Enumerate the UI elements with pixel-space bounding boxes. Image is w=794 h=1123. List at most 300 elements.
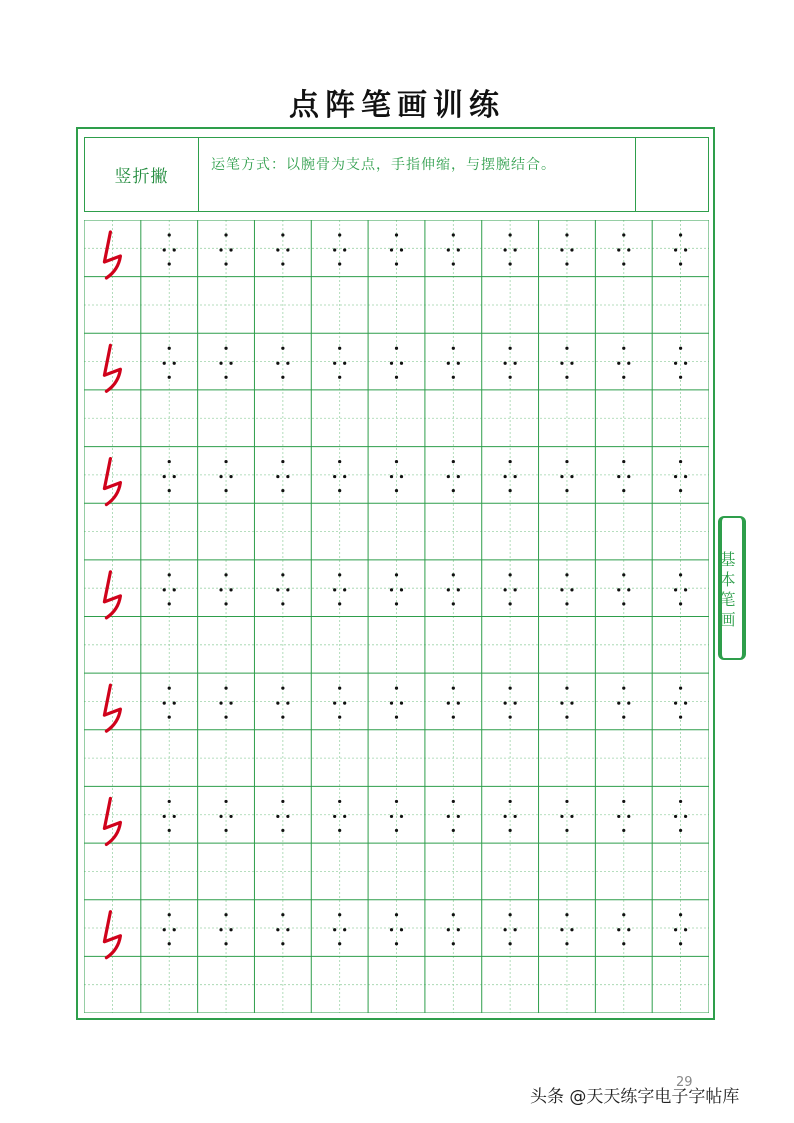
trace-dot [509, 489, 512, 492]
dot-trace-pattern [560, 347, 573, 379]
trace-dot [281, 913, 284, 916]
trace-dot [565, 262, 568, 265]
trace-dot [395, 376, 398, 379]
trace-dot [684, 588, 687, 591]
practice-grid [84, 220, 709, 1013]
trace-dot [570, 928, 573, 931]
trace-dot [281, 602, 284, 605]
trace-dot [674, 588, 677, 591]
trace-dot [679, 376, 682, 379]
trace-dot [509, 716, 512, 719]
trace-dot [390, 815, 393, 818]
trace-dot [286, 702, 289, 705]
trace-dot [400, 475, 403, 478]
trace-dot [281, 376, 284, 379]
trace-dot [224, 460, 227, 463]
trace-dot [684, 362, 687, 365]
trace-dot [622, 460, 625, 463]
trace-dot [333, 475, 336, 478]
trace-dot [168, 376, 171, 379]
trace-dot [168, 800, 171, 803]
trace-dot [390, 248, 393, 251]
trace-dot [457, 928, 460, 931]
trace-dot [395, 716, 398, 719]
trace-dot [390, 702, 393, 705]
trace-dot [565, 489, 568, 492]
trace-dot [219, 815, 222, 818]
trace-dot [457, 702, 460, 705]
trace-dot [276, 815, 279, 818]
trace-dot [622, 376, 625, 379]
trace-dot [514, 928, 517, 931]
trace-dot [338, 602, 341, 605]
trace-dot [390, 475, 393, 478]
trace-dot [452, 913, 455, 916]
trace-dot [509, 376, 512, 379]
trace-dot [509, 800, 512, 803]
trace-dot [276, 928, 279, 931]
trace-dot [504, 475, 507, 478]
trace-dot [622, 347, 625, 350]
trace-dot [219, 248, 222, 251]
watermark: 头条 @天天练字电子字帖库 [530, 1087, 740, 1107]
trace-dot [679, 800, 682, 803]
trace-dot [570, 588, 573, 591]
trace-dot [343, 362, 346, 365]
trace-dot [565, 573, 568, 576]
trace-dot [447, 815, 450, 818]
trace-dot [565, 913, 568, 916]
trace-dot [333, 248, 336, 251]
trace-dot [452, 460, 455, 463]
trace-dot [560, 928, 563, 931]
trace-dot [390, 588, 393, 591]
trace-dot [674, 362, 677, 365]
trace-dot [224, 913, 227, 916]
trace-dot [168, 233, 171, 236]
trace-dot [452, 942, 455, 945]
trace-dot [457, 475, 460, 478]
trace-dot [617, 248, 620, 251]
trace-dot [281, 262, 284, 265]
dot-trace-pattern [674, 347, 687, 379]
trace-dot [674, 702, 677, 705]
trace-dot [163, 928, 166, 931]
trace-dot [281, 942, 284, 945]
trace-dot [679, 347, 682, 350]
trace-dot [163, 588, 166, 591]
trace-dot [514, 475, 517, 478]
trace-dot [622, 262, 625, 265]
trace-dot [457, 362, 460, 365]
trace-dot [395, 460, 398, 463]
trace-dot [173, 475, 176, 478]
trace-dot [286, 588, 289, 591]
trace-dot [509, 573, 512, 576]
trace-dot [343, 928, 346, 931]
trace-dot [617, 588, 620, 591]
trace-dot [674, 928, 677, 931]
trace-dot [514, 702, 517, 705]
trace-dot [173, 248, 176, 251]
trace-dot [224, 716, 227, 719]
trace-dot [679, 602, 682, 605]
trace-dot [617, 815, 620, 818]
trace-dot [224, 262, 227, 265]
trace-dot [224, 942, 227, 945]
trace-dot [509, 829, 512, 832]
trace-dot [395, 913, 398, 916]
trace-dot [281, 233, 284, 236]
trace-dot [622, 829, 625, 832]
trace-dot [565, 376, 568, 379]
trace-dot [622, 913, 625, 916]
dot-trace-pattern [163, 347, 176, 379]
trace-dot [219, 475, 222, 478]
trace-dot [684, 702, 687, 705]
trace-dot [565, 460, 568, 463]
trace-dot [229, 928, 232, 931]
trace-dot [400, 815, 403, 818]
trace-dot [400, 702, 403, 705]
trace-dot [447, 588, 450, 591]
trace-dot [395, 800, 398, 803]
trace-dot [229, 702, 232, 705]
trace-dot [224, 602, 227, 605]
trace-dot [447, 248, 450, 251]
trace-dot [617, 475, 620, 478]
trace-dot [168, 460, 171, 463]
trace-dot [452, 573, 455, 576]
trace-dot [400, 588, 403, 591]
stroke-name-label: 竖折撇 [85, 138, 199, 211]
trace-dot [622, 233, 625, 236]
trace-dot [286, 475, 289, 478]
trace-dot [173, 588, 176, 591]
trace-dot [276, 588, 279, 591]
trace-dot [679, 489, 682, 492]
trace-dot [229, 362, 232, 365]
trace-dot [447, 928, 450, 931]
trace-dot [343, 248, 346, 251]
trace-dot [224, 800, 227, 803]
trace-dot [674, 475, 677, 478]
trace-dot [224, 687, 227, 690]
trace-dot [276, 362, 279, 365]
dot-trace-pattern [333, 347, 346, 379]
trace-dot [395, 233, 398, 236]
trace-dot [338, 262, 341, 265]
trace-dot [281, 716, 284, 719]
trace-dot [674, 248, 677, 251]
trace-dot [509, 233, 512, 236]
trace-dot [565, 347, 568, 350]
trace-dot [627, 928, 630, 931]
trace-dot [333, 588, 336, 591]
trace-dot [504, 248, 507, 251]
trace-dot [224, 347, 227, 350]
trace-dot [163, 702, 166, 705]
trace-dot [338, 376, 341, 379]
trace-dot [679, 913, 682, 916]
trace-dot [281, 687, 284, 690]
trace-dot [338, 489, 341, 492]
trace-dot [622, 800, 625, 803]
trace-dot [168, 687, 171, 690]
header-divider [635, 138, 636, 211]
trace-dot [400, 928, 403, 931]
trace-dot [457, 815, 460, 818]
trace-dot [168, 573, 171, 576]
trace-dot [684, 928, 687, 931]
dot-trace-pattern [447, 347, 460, 379]
trace-dot [168, 913, 171, 916]
trace-dot [168, 942, 171, 945]
trace-dot [452, 800, 455, 803]
trace-dot [509, 687, 512, 690]
trace-dot [395, 687, 398, 690]
trace-dot [679, 573, 682, 576]
trace-dot [390, 928, 393, 931]
trace-dot [286, 815, 289, 818]
trace-dot [219, 362, 222, 365]
trace-dot [509, 460, 512, 463]
trace-dot [390, 362, 393, 365]
trace-dot [504, 815, 507, 818]
trace-dot [560, 815, 563, 818]
trace-dot [565, 602, 568, 605]
trace-dot [224, 829, 227, 832]
trace-dot [173, 362, 176, 365]
trace-dot [570, 702, 573, 705]
trace-dot [560, 362, 563, 365]
trace-dot [395, 489, 398, 492]
trace-dot [333, 702, 336, 705]
trace-dot [570, 248, 573, 251]
practice-grid-svg [84, 220, 709, 1013]
trace-dot [343, 588, 346, 591]
trace-dot [168, 347, 171, 350]
trace-dot [338, 800, 341, 803]
trace-dot [229, 475, 232, 478]
trace-dot [163, 475, 166, 478]
trace-dot [163, 362, 166, 365]
trace-dot [679, 829, 682, 832]
trace-dot [281, 573, 284, 576]
trace-dot [509, 913, 512, 916]
trace-dot [509, 262, 512, 265]
trace-dot [229, 248, 232, 251]
trace-dot [684, 815, 687, 818]
trace-dot [338, 573, 341, 576]
trace-dot [452, 829, 455, 832]
trace-dot [447, 362, 450, 365]
trace-dot [679, 262, 682, 265]
trace-dot [514, 248, 517, 251]
trace-dot [276, 475, 279, 478]
trace-dot [219, 588, 222, 591]
trace-dot [219, 702, 222, 705]
trace-dot [627, 702, 630, 705]
trace-dot [679, 687, 682, 690]
trace-dot [509, 942, 512, 945]
trace-dot [504, 928, 507, 931]
trace-dot [504, 588, 507, 591]
trace-dot [168, 829, 171, 832]
trace-dot [570, 815, 573, 818]
side-tab [718, 516, 746, 660]
trace-dot [622, 573, 625, 576]
trace-dot [281, 800, 284, 803]
page-number: 29 [676, 1075, 693, 1090]
trace-dot [224, 573, 227, 576]
trace-dot [395, 262, 398, 265]
trace-dot [627, 475, 630, 478]
trace-dot [514, 815, 517, 818]
trace-dot [565, 687, 568, 690]
trace-dot [457, 588, 460, 591]
trace-dot [447, 702, 450, 705]
trace-dot [395, 573, 398, 576]
trace-dot [400, 248, 403, 251]
trace-dot [343, 702, 346, 705]
trace-dot [452, 233, 455, 236]
trace-dot [338, 716, 341, 719]
trace-dot [168, 716, 171, 719]
trace-dot [617, 702, 620, 705]
trace-dot [338, 913, 341, 916]
trace-dot [452, 489, 455, 492]
trace-dot [514, 362, 517, 365]
trace-dot [622, 942, 625, 945]
dot-trace-pattern [219, 347, 232, 379]
trace-dot [679, 942, 682, 945]
trace-dot [338, 942, 341, 945]
trace-dot [627, 815, 630, 818]
dot-trace-pattern [390, 347, 403, 379]
trace-dot [565, 942, 568, 945]
trace-dot [281, 347, 284, 350]
page-title: 点阵笔画训练 [289, 88, 505, 123]
dot-trace-pattern [617, 347, 630, 379]
trace-dot [286, 362, 289, 365]
trace-dot [447, 475, 450, 478]
trace-dot [168, 489, 171, 492]
trace-dot [679, 233, 682, 236]
trace-dot [173, 702, 176, 705]
example-stroke-glyph [104, 572, 120, 618]
trace-dot [173, 928, 176, 931]
trace-dot [338, 347, 341, 350]
side-tab-label: 基本笔画 [717, 551, 736, 631]
trace-dot [684, 248, 687, 251]
trace-dot [276, 702, 279, 705]
trace-dot [617, 362, 620, 365]
trace-dot [622, 489, 625, 492]
trace-dot [509, 602, 512, 605]
trace-dot [565, 716, 568, 719]
trace-dot [457, 248, 460, 251]
trace-dot [452, 347, 455, 350]
trace-dot [168, 262, 171, 265]
trace-dot [395, 942, 398, 945]
trace-dot [224, 233, 227, 236]
trace-dot [560, 248, 563, 251]
trace-dot [343, 815, 346, 818]
trace-dot [622, 716, 625, 719]
trace-dot [229, 588, 232, 591]
trace-dot [452, 376, 455, 379]
trace-dot [338, 460, 341, 463]
trace-dot [224, 489, 227, 492]
trace-dot [627, 588, 630, 591]
trace-dot [173, 815, 176, 818]
trace-dot [570, 475, 573, 478]
trace-dot [674, 815, 677, 818]
trace-dot [627, 362, 630, 365]
trace-dot [400, 362, 403, 365]
trace-dot [163, 248, 166, 251]
trace-dot [560, 475, 563, 478]
trace-dot [219, 928, 222, 931]
trace-dot [565, 233, 568, 236]
trace-dot [684, 475, 687, 478]
trace-dot [560, 702, 563, 705]
trace-dot [286, 248, 289, 251]
trace-dot [565, 829, 568, 832]
trace-dot [504, 362, 507, 365]
trace-dot [338, 233, 341, 236]
stroke-info-header [84, 137, 709, 212]
trace-dot [333, 815, 336, 818]
trace-dot [281, 460, 284, 463]
trace-dot [565, 800, 568, 803]
trace-dot [622, 602, 625, 605]
trace-dot [560, 588, 563, 591]
trace-dot [338, 687, 341, 690]
trace-dot [281, 829, 284, 832]
example-stroke-glyph [104, 232, 120, 278]
example-stroke-glyph [104, 912, 120, 958]
trace-dot [338, 829, 341, 832]
trace-dot [622, 687, 625, 690]
trace-dot [163, 815, 166, 818]
trace-dot [452, 262, 455, 265]
trace-dot [281, 489, 284, 492]
trace-dot [514, 588, 517, 591]
trace-dot [333, 928, 336, 931]
dot-trace-pattern [504, 347, 517, 379]
trace-dot [229, 815, 232, 818]
trace-dot [395, 347, 398, 350]
trace-dot [168, 602, 171, 605]
trace-dot [452, 716, 455, 719]
trace-dot [276, 248, 279, 251]
trace-dot [679, 460, 682, 463]
trace-dot [343, 475, 346, 478]
stroke-method-text: 运笔方式：以腕骨为支点，手指伸缩，与摆腕结合。 [211, 157, 556, 173]
dot-trace-pattern [276, 347, 289, 379]
trace-dot [286, 928, 289, 931]
trace-dot [452, 687, 455, 690]
trace-dot [570, 362, 573, 365]
trace-dot [617, 928, 620, 931]
trace-dot [452, 602, 455, 605]
trace-dot [224, 376, 227, 379]
trace-dot [504, 702, 507, 705]
trace-dot [509, 347, 512, 350]
trace-dot [395, 602, 398, 605]
